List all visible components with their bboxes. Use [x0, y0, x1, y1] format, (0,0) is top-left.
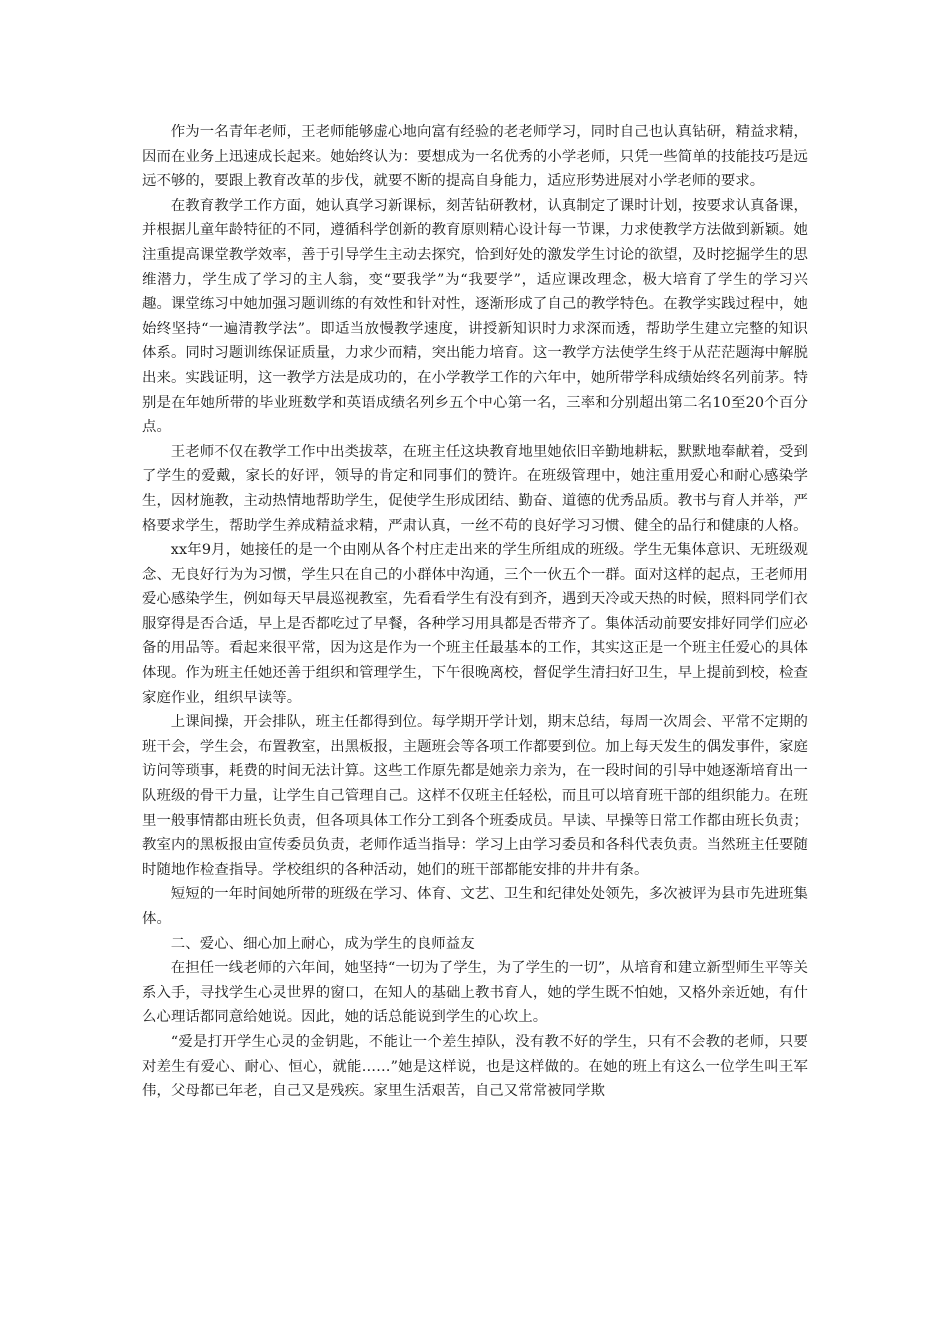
- paragraph-8: “爱是打开学生心灵的金钥匙，不能让一个差生掉队，没有教不好的学生，只有不会教的老师，只要对差生有爱心、耐心、恒心，就能……”她是这样说，也是这样做的。在她的班上有这么一位学生叫王军伟，父母都已年老，自己又是残疾。家里生活艰苦，自己又常常被同学欺: [142, 1033, 808, 1100]
- paragraph-2: 在教育教学工作方面，她认真学习新课标，刻苦钻研教材，认真制定了课时计划，按要求认真备课，并根据儿童年龄特征的不同，遵循科学创新的教育原则精心设计每一节课，力求使教学方法做到新颖。她注重提高课堂教学效率，善于引导学生主动去探究，恰到好处的激发学生讨论的欲望，及时挖掘学生的思维潜力，学生成了学习的主人翁，变“要我学”为“我要学”，适应课改理念，极大培育了学生的学习兴趣。课堂练习中她加强习题训练的有效性和针对性，逐渐形成了自己的教学特色。在教学实践过程中，她始终坚持“一遍清教学法”。即适当放慢教学速度，讲授新知识时力求深而透，帮助学生建立完整的知识体系。同时习题训练保证质量，力求少而精，突出能力培育。这一教学方法使学生终于从茫茫题海中解脱出来。实践证明，这一教学方法是成功的，在小学教学工作的六年中，她所带学科成绩始终名列前茅。特别是在年她所带的毕业班数学和英语成绩名列乡五个中心第一名，三率和分别超出第二名10至20个百分点。: [142, 197, 808, 436]
- section-heading: 二、爱心、细心加上耐心，成为学生的良师益友: [170, 935, 475, 952]
- paragraph-6: 短短的一年时间她所带的班级在学习、体育、文艺、卫生和纪律处处领先，多次被评为县市先进班集体。: [142, 886, 808, 927]
- paragraph-7: 在担任一线老师的六年间，她坚持“一切为了学生，为了学生的一切”，从培育和建立新型师生平等关系入手，寻找学生心灵世界的窗口，在知人的基础上教书育人，她的学生既不怕她，又格外亲近她，有什么心理话都同意给她说。因此，她的话总能说到学生的心坎上。: [142, 960, 808, 1026]
- paragraph-1: 作为一名青年老师，王老师能够虚心地向富有经验的老老师学习，同时自己也认真钻研，精益求精，因而在业务上迅速成长起来。她始终认为：要想成为一名优秀的小学老师，只凭一些简单的技能技巧是远远不够的，要跟上教育改革的步伐，就要不断的提高自身能力，适应形势进展对小学老师的要求。: [142, 124, 808, 190]
- paragraph-3: 王老师不仅在教学工作中出类拔萃，在班主任这块教育地里她依旧辛勤地耕耘，默默地奉献着，受到了学生的爱戴，家长的好评，领导的肯定和同事们的赞许。在班级管理中，她注重用爱心和耐心感染学生，因材施教，主动热情地帮助学生，促使学生形成团结、勤奋、道德的优秀品质。教书与育人并举，严格要求学生，帮助学生养成精益求精，严肃认真，一丝不苟的良好学习习惯、健全的品行和健康的人格。: [142, 443, 808, 534]
- paragraph-5: 上课间操，开会排队，班主任都得到位。每学期开学计划，期末总结，每周一次周会、平常不定期的班干会，学生会，布置教室，出黑板报，主题班会等各项工作都要到位。加上每天发生的偶发事件，家庭访问等琐事，耗费的时间无法计算。这些工作原先都是她亲力亲为，在一段时间的引导中她逐渐培育出一队班级的骨干力量，让学生自己管理自己。这样不仅班主任轻松，而且可以培育班干部的组织能力。在班里一般事情都由班长负责，但各项具体工作分工到各个班委成员。早读、早操等日常工作都由班长负责；教室内的黑板报由宣传委员负责，老师作适当指导：学习上由学习委员和各科代表负责。当然班主任要随时随地作检查指导。学校组织的各种活动，她们的班干部都能安排的井井有条。: [142, 714, 808, 878]
- document-page: [142, 120, 808, 1104]
- paragraph-4: xx年9月，她接任的是一个由刚从各个村庄走出来的学生所组成的班级。学生无集体意识、无班级观念、无良好行为为习惯，学生只在自己的小群体中沟通，三个一伙五个一群。面对这样的起点，王老师用爱心感染学生，例如每天早晨巡视教室，先看看学生有没有到齐，遇到天冷或天热的时候，照料同学们衣服穿得是否合适，早上是否都吃过了早餐，各种学习用具都是否带齐了。集体活动前要安排好同学们应必备的用品等。看起来很平常，因为这是作为一个班主任最基本的工作，其实这正是一个班主任爱心的具体体现。作为班主任她还善于组织和管理学生，下午很晚离校，督促学生清扫好卫生，早上提前到校，检查家庭作业，组织早读等。: [142, 542, 808, 706]
